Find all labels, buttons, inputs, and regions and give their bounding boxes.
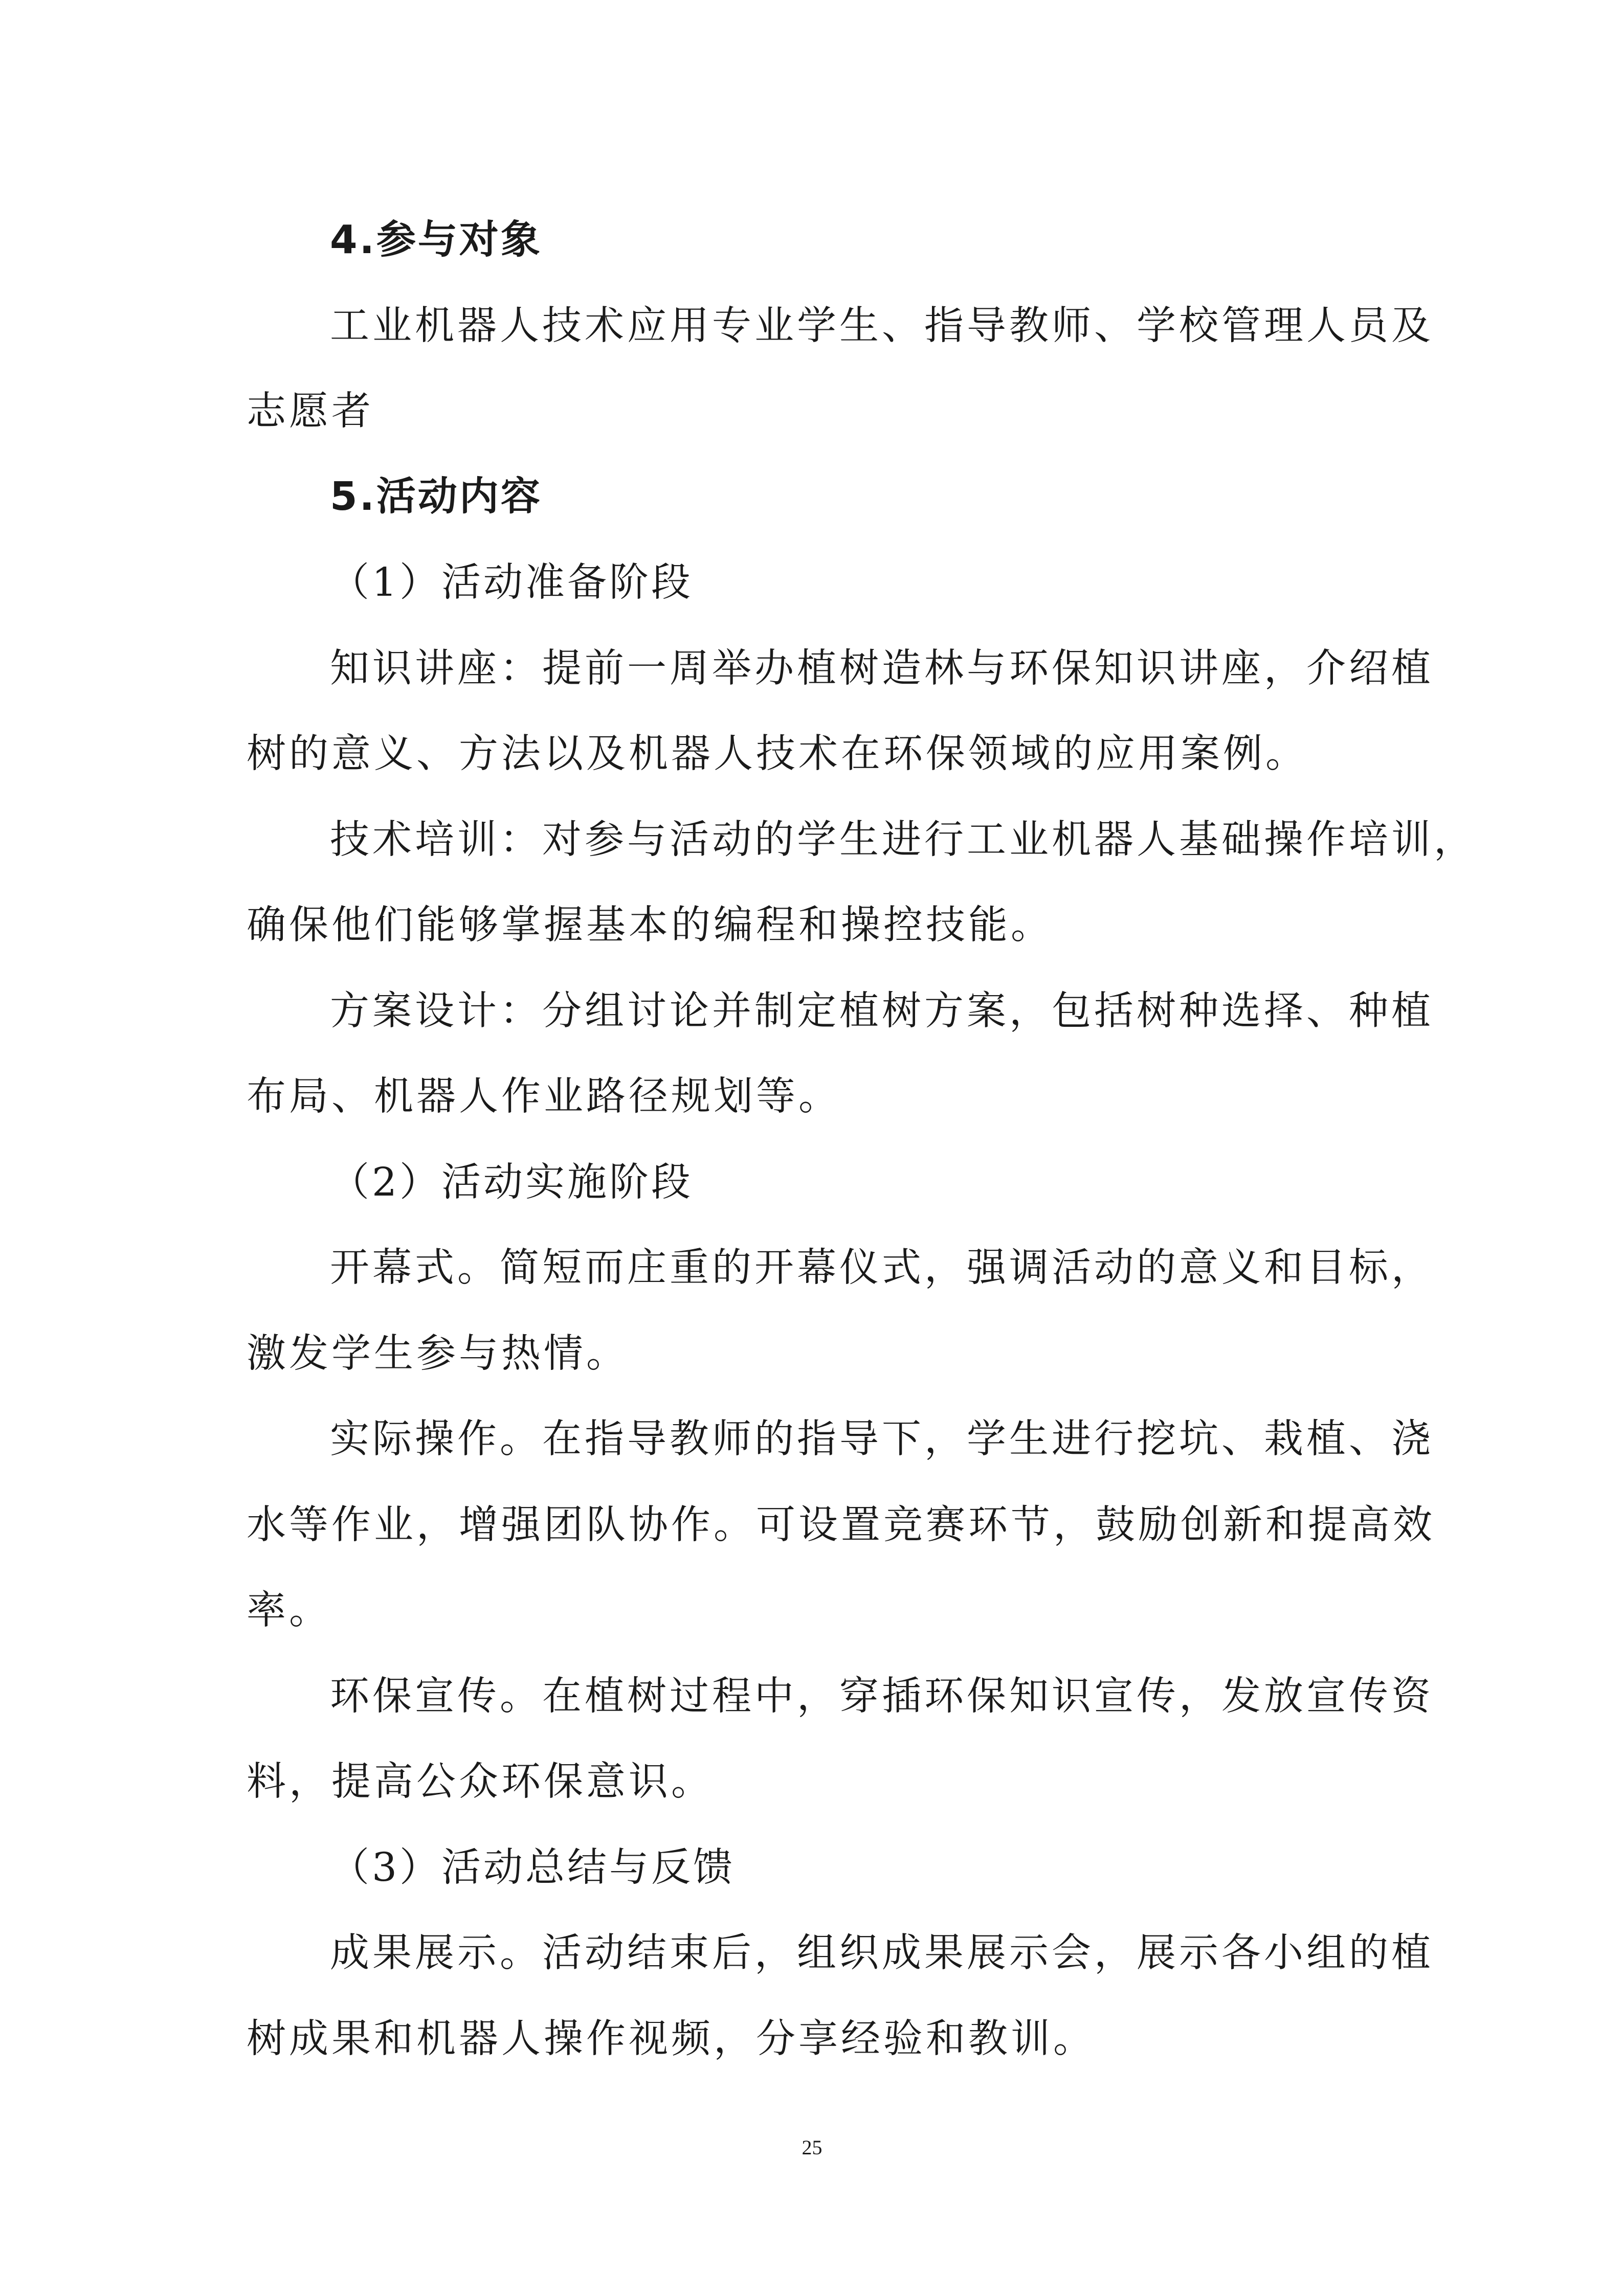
paragraph-line: 确保他们能够掌握基本的编程和操控技能。 <box>247 903 1053 948</box>
section-heading-activity-content: 5.活动内容 <box>330 474 542 520</box>
paragraph-line: 开幕式。简短而庄重的开幕仪式，强调活动的意义和目标， <box>330 1245 1434 1291</box>
paragraph-line: 技术培训：对参与活动的学生进行工业机器人基础操作培训， <box>330 817 1476 863</box>
subsection-heading-summary: （3）活动总结与反馈 <box>330 1845 735 1890</box>
paragraph-line: 方案设计：分组讨论并制定植树方案，包括树种选择、种植 <box>330 988 1434 1034</box>
paragraph-line: 环保宣传。在植树过程中，穿插环保知识宣传，发放宣传资 <box>330 1674 1434 1719</box>
paragraph-line: 志愿者 <box>247 389 374 434</box>
paragraph-line: 水等作业，增强团队协作。可设置竞赛环节，鼓励创新和提高效 <box>247 1502 1435 1548</box>
paragraph-line: 实际操作。在指导教师的指导下，学生进行挖坑、栽植、浇 <box>330 1416 1434 1462</box>
paragraph-line: 率。 <box>247 1588 331 1633</box>
paragraph-line: 树成果和机器人操作视频，分享经验和教训。 <box>247 2016 1096 2062</box>
paragraph-line: 知识讲座：提前一周举办植树造林与环保知识讲座，介绍植 <box>330 646 1434 691</box>
subsection-heading-implementation: （2）活动实施阶段 <box>330 1160 693 1205</box>
section-heading-participants: 4.参与对象 <box>330 217 542 263</box>
paragraph-line: 成果展示。活动结束后，组织成果展示会，展示各小组的植 <box>330 1930 1434 1976</box>
paragraph-line: 布局、机器人作业路径规划等。 <box>247 1074 841 1119</box>
paragraph-line: 料，提高公众环保意识。 <box>247 1759 714 1805</box>
subsection-heading-preparation: （1）活动准备阶段 <box>330 560 693 605</box>
paragraph-line: 树的意义、方法以及机器人技术在环保领域的应用案例。 <box>247 731 1308 777</box>
page-number: 25 <box>802 2136 822 2159</box>
paragraph-line: 激发学生参与热情。 <box>247 1331 629 1377</box>
paragraph-line: 工业机器人技术应用专业学生、指导教师、学校管理人员及 <box>330 303 1434 349</box>
